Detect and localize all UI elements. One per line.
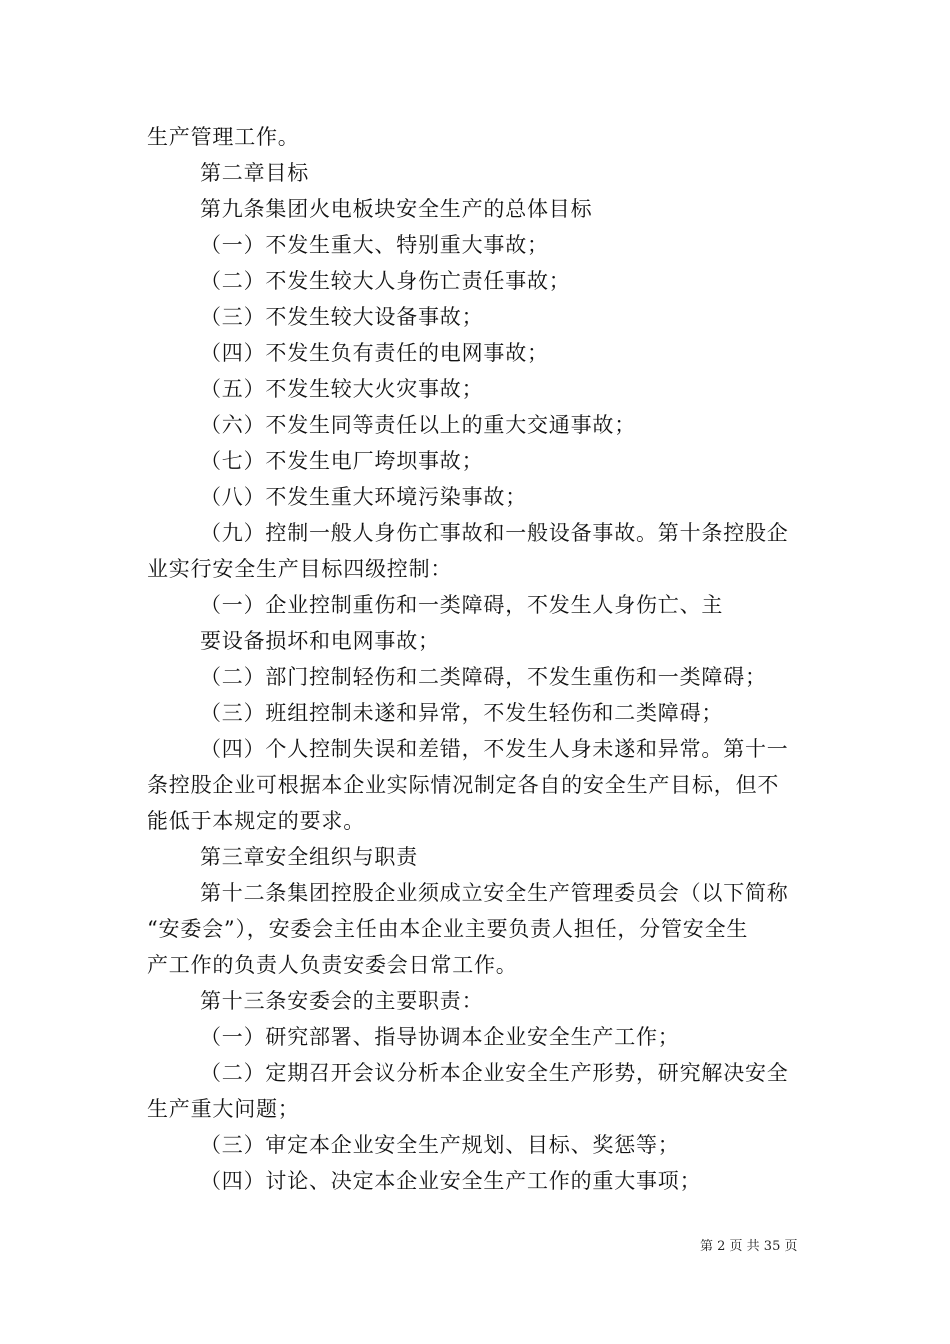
text-line: （一）企业控制重伤和一类障碍，不发生人身伤亡、主 <box>200 593 724 617</box>
text-line: 业实行安全生产目标四级控制： <box>147 557 453 581</box>
chapter-heading: 第三章安全组织与职责 <box>200 845 418 869</box>
text-line: （五）不发生较大火灾事故； <box>200 377 484 401</box>
page-number-footer: 第 2 页 共 35 页 <box>700 1239 798 1254</box>
text-line: “安委会”），安委会主任由本企业主要负责人担任，分管安全生 <box>147 917 749 941</box>
text-line: （二）部门控制轻伤和二类障碍，不发生重伤和一类障碍； <box>200 665 767 689</box>
text-line: 能低于本规定的要求。 <box>147 809 365 833</box>
text-line: 生产管理工作。 <box>147 125 300 149</box>
text-line: （四）个人控制失误和差错，不发生人身未遂和异常。第十一 <box>200 737 789 761</box>
text-line: 生产重大问题； <box>147 1097 300 1121</box>
text-line: （二）不发生较大人身伤亡责任事故； <box>200 269 571 293</box>
text-line: 第十二条集团控股企业须成立安全生产管理委员会（以下简称 <box>200 881 789 905</box>
text-line: （四）讨论、决定本企业安全生产工作的重大事项； <box>200 1169 702 1193</box>
text-line: （三）班组控制未遂和异常，不发生轻伤和二类障碍； <box>200 701 724 725</box>
article-heading: 第十三条安委会的主要职责： <box>200 989 484 1013</box>
text-line: （八）不发生重大环境污染事故； <box>200 485 527 509</box>
text-line: （一）研究部署、指导协调本企业安全生产工作； <box>200 1025 680 1049</box>
text-line: （二）定期召开会议分析本企业安全生产形势，研究解决安全 <box>200 1061 789 1085</box>
chapter-heading: 第二章目标 <box>200 161 309 185</box>
text-line: （一）不发生重大、特别重大事故； <box>200 233 549 257</box>
text-line: 条控股企业可根据本企业实际情况制定各自的安全生产目标，但不 <box>147 773 780 797</box>
text-line: （六）不发生同等责任以上的重大交通事故； <box>200 413 636 437</box>
text-line: （四）不发生负有责任的电网事故； <box>200 341 549 365</box>
text-line: （七）不发生电厂垮坝事故； <box>200 449 484 473</box>
text-line: （三）审定本企业安全生产规划、目标、奖惩等； <box>200 1133 680 1157</box>
text-line: （三）不发生较大设备事故； <box>200 305 484 329</box>
text-line: （九）控制一般人身伤亡事故和一般设备事故。第十条控股企 <box>200 521 789 545</box>
text-line: 产工作的负责人负责安委会日常工作。 <box>147 953 518 977</box>
article-heading: 第九条集团火电板块安全生产的总体目标 <box>200 197 593 221</box>
text-line: 要设备损坏和电网事故； <box>200 629 440 653</box>
